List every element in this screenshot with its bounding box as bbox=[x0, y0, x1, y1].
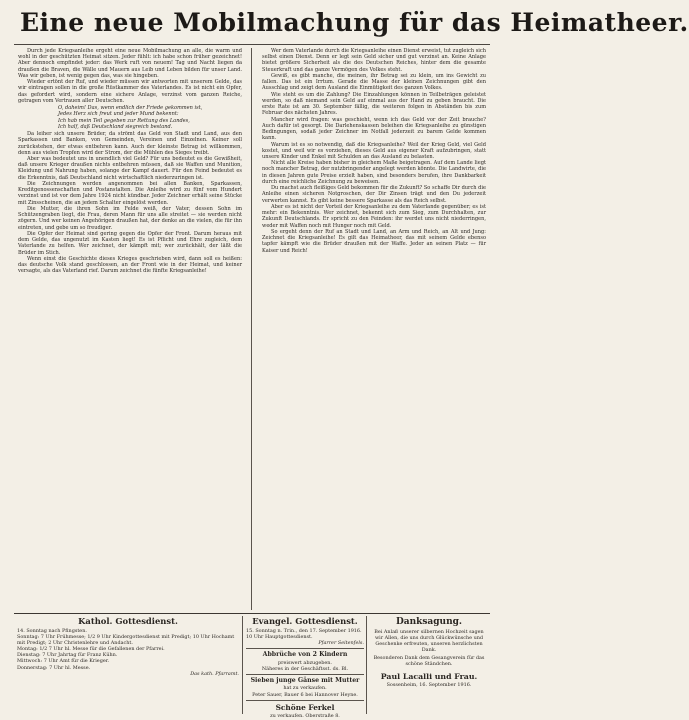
article-paragraph: Die Mutter, die ihren Sohn im Felde weiß, der Vater, dessen Sohn im Schützengraben liegt, die Frau, deren Mann für uns alle streitet — sie werden nicht zögern. Und wer keinen Angehörigen draußen hat, der denke an die vielen, die für ihn eintreten, und gebe um so freudiger. bbox=[18, 205, 242, 231]
article-paragraph: Du machst auch fleißiges Geld bekommen für die Zukunft? So schaffe Dir durch die Anleihe einen sicheren Notgroschen, der Dir Zinsen trägt und den Du jederzeit verwerten kannst. Es gibt keine bessere Sparkasse als das Reich selbst. bbox=[262, 185, 486, 204]
ad-line: Sonntag: 7 Uhr Frühmesse; 1/2 9 Uhr Kindergottesdienst mit Predigt; 10 Uhr Hochamt mit Predigt; 2 Uhr Christenlehre und Andacht. bbox=[17, 634, 235, 647]
ad-catholic-title: Kathol. Gottesdienst. bbox=[78, 616, 178, 626]
ad-line: zu verkaufen. Oberstraße 8. bbox=[270, 712, 340, 719]
ad-line: Dienstag: 7 Uhr Jahrtag für Franz Kühn. bbox=[17, 652, 118, 659]
article-paragraph: Wer dem Vaterlande durch die Kriegsanleihe einen Dienst erweist, tut zugleich sich selbst einen Dienst. Denn er legt sein Geld sicher und gut verzinst an. Keine Anlage bietet größere Sicherheit als die des Deutschen Reiches, hinter dem die gesamte Steuerkraft und das ganze Vermögen des Volkes steht. bbox=[262, 48, 486, 73]
column-divider bbox=[251, 48, 252, 610]
ad-divider bbox=[246, 648, 364, 649]
page-headline: Eine neue Mobilmachung für das Heimatheer. bbox=[20, 8, 689, 37]
article-paragraph: Warum ist es so notwendig, daß die Kriegsanleihe? Weil der Krieg Geld, viel Geld kostet, und weil wir es vorziehen, dieses Geld aus eigener Kraft aufzubringen, statt unsere Kinder und Enkel mit Schulden an das Ausland zu belasten. bbox=[262, 141, 486, 160]
article-paragraph: Nicht alle Kreise haben bisher in gleichem Maße beigetragen. Auf dem Lande liegt noch mancher Betrag, der nutzbringender angelegt werden könnte. Die Landwirte, die in diesen Jahren gute Preise erzielt haben, sind besonders berufen, ihre Dankbarkeit durch eine reichliche Zeichnung zu beweisen. bbox=[262, 160, 486, 185]
article-column-right bbox=[262, 48, 486, 610]
ad-line: hat zu verkaufen. bbox=[283, 685, 327, 692]
article-verse: O, daheim! Das, wenn endlich der Friede gekommen ist, Jedes Herz sich freut und jeder Mund bekennt: Ich hab mein Teil gegeben zur Rettung des Landes, Ich half, daß Deutschland siegreich bestand. bbox=[58, 105, 203, 130]
article-paragraph: Wieder ertönt der Ruf, und wieder müssen wir antworten mit unserem Gelde, das wir eintragen sollen in die große Rüstkammer des Vaterlandes. Es ist nicht ein Opfer, das gefordert wird, sondern eine sichere Anlage, verzinst vom ganzen Reiche, getragen vom Vertrauen aller Deutschen. bbox=[18, 79, 242, 104]
ad-line: Besonderen Dank dem Gesangverein für das schöne Ständchen. bbox=[373, 655, 485, 668]
article-paragraph: Die Zeichnungen werden angenommen bei allen Banken, Sparkassen, Kreditgenossenschaften und Postanstalten. Die Anleihe wird zu fünf vom Hundert verzinst und ist vor dem Jahre 1924 nicht kündbar. Jeder Zeichner erhält seine Stücke mit Zinsscheinen, die an jedem Schalter eingelöst werden. bbox=[18, 180, 242, 206]
ad-line: Donnerstag: 7 Uhr hl. Messe. bbox=[17, 664, 91, 671]
article-column-left bbox=[18, 48, 242, 610]
article-paragraph: Wie steht es um die Zahlung? Die Einzahlungen können in Teilbeträgen geleistet werden, so daß niemand sein Geld auf einmal aus der Hand zu geben braucht. Die erste Rate ist am 30. September fällig, die weiteren folgen in Abständen bis zum Februar des nächsten Jahres. bbox=[262, 91, 486, 117]
ad-evangelical-service bbox=[242, 616, 367, 719]
ad-evangelical-title: Evangel. Gottesdienst. bbox=[252, 616, 358, 626]
ad-line: Näheres in der Geschäftsst. ds. Bl. bbox=[261, 665, 349, 672]
ad-thanks-names: Paul Lacalli und Frau. bbox=[380, 671, 478, 681]
ad-signature: Pfarrer Seitenfels. bbox=[318, 640, 364, 647]
ad-divider bbox=[246, 700, 364, 701]
ad-thanks-place: Sossenheim, 16. September 1916. bbox=[386, 682, 472, 689]
ad-line: Montag: 1/2 7 Uhr hl. Messe für die Gefallenen der Pfarrei. bbox=[17, 646, 165, 653]
ad-line: 14. Sonntag nach Pfingsten. bbox=[17, 628, 87, 634]
article-paragraph: Mancher wird fragen: was geschieht, wenn ich das Geld vor der Zeit brauche? Auch dafür ist gesorgt. Die Darlehenskassen beleihen die Kriegsanleihe zu günstigen Bedingungen, sodaß jeder Zeichner im Notfall jederzeit zu barem Gelde kommen kann. bbox=[262, 116, 486, 142]
ad-divider bbox=[246, 674, 364, 675]
ad-line: 15. Sonntag n. Trin., den 17. September 1916. bbox=[246, 628, 362, 634]
ad-thanks-title: Danksagung. bbox=[395, 617, 463, 627]
ads-rule bbox=[14, 613, 490, 614]
article-paragraph: Gewiß, es gibt manche, die meinen, ihr Betrag sei zu klein, um ins Gewicht zu fallen. Das ist ein Irrtum. Gerade die Masse der kleinen Zeichnungen gibt den Ausschlag und zeigt dem Ausland die Einmütigkeit des ganzen Volkes. bbox=[262, 72, 486, 92]
article-paragraph: Da leiher sich unsere Brüder, da strömt das Geld von Stadt und Land, aus den Sparkassen und Banken, von Gemeinden, Vereinen und Einzelnen. Keiner soll zurückstehen, der etwas entbehren kann. Auch der kleinste Betrag ist willkommen, denn aus vielen Tropfen wird der Strom, der die Mühlen des Sieges treibt. bbox=[18, 131, 242, 156]
ad-line: Bei Anlaß unserer silbernen Hochzeit sagen wir Allen, die uns durch Glückwünsche und Geschenke erfreuten, unseren herzlichsten Dank. bbox=[374, 629, 484, 654]
ad-line: preiswert abzugeben. bbox=[278, 659, 332, 666]
ad-signature: Das kath. Pfarramt. bbox=[190, 670, 239, 677]
headline-rule bbox=[14, 44, 490, 45]
article-paragraph: So ergeht denn der Ruf an Stadt und Land, an Arm und Reich, an Alt und Jung: Zeichnet die Kriegsanleihe! Es gilt das Heimatheer, das mit seinem Gelde ebenso tapfer kämpft wie die Brüder draußen mit der Waffe. Jeder an seinen Platz — für Kaiser und Reich! bbox=[262, 228, 486, 254]
article-paragraph: Wenn einst die Geschichte dieses Krieges geschrieben wird, dann soll es heißen: das deutsche Volk stand geschlossen, an der Front wie in der Heimat, und keiner versagte, als das Vaterland rief. Darum zeichnet die fünfte Kriegsanleihe! bbox=[18, 255, 242, 275]
ad-small-heading: Abbrüche von 2 Kindern bbox=[262, 651, 348, 659]
ad-line: Peter Sauer, Bauer 6 bei Hannover Heyne. bbox=[252, 691, 358, 698]
classified-ads bbox=[14, 616, 490, 719]
ad-catholic-service bbox=[14, 616, 242, 714]
article-paragraph: Aber was bedeutet uns in unendlich viel Geld? Für uns bedeutet es die Gewißheit, daß unsere Krieger draußen nichts entbehren müssen, daß sie Waffen und Munition, Kleidung und Nahrung haben, solange der Kampf dauert. Für den Feind bedeutet es die Erkenntnis, daß Deutschland nicht wirtschaftlich niederzuringen ist. bbox=[18, 155, 242, 181]
article-paragraph: Aber es ist nicht der Vorteil der Kriegsanleihe zu dem Vaterlande gegenüber; es ist mehr: ein Bekenntnis. Wer zeichnet, bekennt sich zum Sieg, zum Durchhalten, zur Zukunft Deutschlands. Er spricht zu den Feinden: ihr werdet uns nicht niederringen, weder mit Waffen noch mit Hunger noch mit Geld. bbox=[262, 203, 486, 229]
article-paragraph: Die Opfer der Heimat sind gering gegen die Opfer der Front. Darum heraus mit dem Gelde, das ungenutzt im Kasten liegt! Es ist Pflicht und Ehre zugleich, dem Vaterlande zu helfen. Wer zeichnet, der kämpft mit; wer zurückhält, der läßt die Brüder im Stich. bbox=[18, 230, 242, 256]
ad-small-heading: Sieben junge Gänse mit Mutter bbox=[250, 676, 360, 684]
ad-line: Mittwoch: 7 Uhr Amt für die Krieger. bbox=[17, 658, 110, 665]
ad-thanks bbox=[366, 616, 491, 714]
article-paragraph: Durch jede Kriegsanleihe ergeht eine neue Mobilmachung an alle, die warm und wohl in der geschützten Heimat sitzen. Jeder fühlt: ich habe schon früher gezeichnet! Aber dennoch empfindet jeder: das Werk ruft von neuem! Tag und Nacht liegen da draußen die Braven, die Wälle und Mauern aus Leib und Leben bilden für unser Land. Was wir geben, ist wenig gegen das, was sie hingeben. bbox=[18, 48, 242, 79]
ad-small-heading: Schöne Ferkel bbox=[275, 702, 335, 712]
ad-line: 10 Uhr Hauptgottesdienst. bbox=[246, 634, 313, 641]
